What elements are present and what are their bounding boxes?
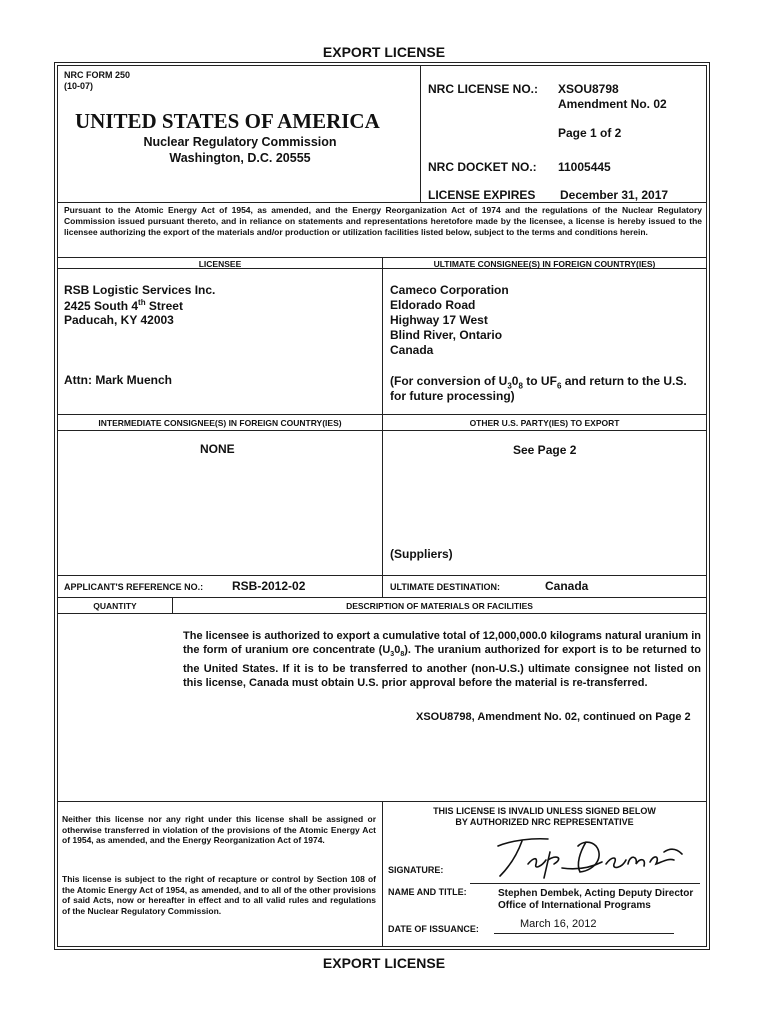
reference-value: RSB-2012-02 [232, 579, 306, 593]
rule [58, 597, 706, 598]
consignee-note: (For conversion of $U_30_8$ to $UF_6$ and return to the U.S. [390, 374, 687, 391]
docket-label: NRC DOCKET NO.: [428, 160, 537, 174]
licensee-street: 2425 South 4th Street [64, 298, 183, 313]
agency-name: Nuclear Regulatory Commission [143, 135, 337, 149]
validity-notice: BY AUTHORIZED NRC REPRESENTATIVE [455, 817, 634, 827]
signature-line [470, 883, 700, 884]
intermediate-value: NONE [200, 442, 235, 456]
destination-label: ULTIMATE DESTINATION: [390, 582, 500, 592]
page-indicator: Page 1 of 2 [558, 126, 622, 140]
footer-title: EXPORT LICENSE [322, 955, 446, 971]
date-line [494, 933, 674, 934]
quantity-heading: QUANTITY [93, 601, 137, 611]
suppliers-note: (Suppliers) [390, 547, 453, 561]
reference-label: APPLICANT'S REFERENCE NO.: [64, 582, 204, 592]
other-party-heading: OTHER U.S. PARTY(IES) TO EXPORT [469, 418, 620, 428]
docket-no: 11005445 [558, 160, 611, 174]
date-label: DATE OF ISSUANCE: [388, 924, 479, 934]
header-divider [420, 66, 421, 202]
licensee-attn: Attn: Mark Muench [64, 373, 172, 387]
rule [58, 575, 706, 576]
intermediate-heading: INTERMEDIATE CONSIGNEE(S) IN FOREIGN COUNTRY(IES) [98, 418, 342, 428]
assignment-condition: Neither this license nor any right under this license shall be assigned or otherwise transferred in violation of the provisions of the Atomic Energy Act of 1954, as amended, and the Energy Reorganization Act of 1974. [62, 814, 376, 845]
rule [58, 202, 706, 203]
materials-description: The licensee is authorized to export a cumulative total of 12,000,000.0 kilograms natural uranium in the form of uranium ore concentrate $(U_30_8)$. The uranium authorized for export is to be returned to the United States. If it is to be transferred to another (non-U.S.) ultimate consignee not listed on this license, Canada must obtain U.S. prior approval before the material is re-transferred. [183, 630, 701, 690]
amendment: Amendment No. 02 [558, 97, 667, 111]
recapture-condition: This license is subject to the right of recapture or control by Section 108 of the Atomic Energy Act of 1954, as amended, and to all of the other provisions of said Acts, now or hereafter in effect and to all valid rules and regulations of the Nuclear Regulatory Commission. [62, 874, 376, 916]
description-heading: DESCRIPTION OF MATERIALS OR FACILITIES [346, 601, 533, 611]
consignee-line: Canada [390, 343, 434, 357]
other-party-value: See Page 2 [513, 443, 577, 457]
consignee-line: Eldorado Road [390, 298, 476, 312]
consignee-note: for future processing) [390, 389, 515, 403]
ultimate-consignee-heading: ULTIMATE CONSIGNEE(S) IN FOREIGN COUNTRY(IES) [433, 259, 656, 269]
agency-location: Washington, D.C. 20555 [169, 151, 311, 165]
license-no: XSOU8798 [558, 82, 619, 96]
consignee-line: Highway 17 West [390, 313, 488, 327]
consignee-line: Cameco Corporation [390, 283, 509, 297]
license-no-label: NRC LICENSE NO.: [428, 82, 539, 96]
signature-label: SIGNATURE: [388, 865, 444, 875]
form-revision: (10-07) [64, 81, 94, 91]
validity-notice: THIS LICENSE IS INVALID UNLESS SIGNED BELOW [433, 806, 656, 816]
page-title: EXPORT LICENSE [322, 44, 446, 60]
signature-image [478, 832, 708, 884]
licensee-name: RSB Logistic Services Inc. [64, 283, 216, 297]
consignee-line: Blind River, Ontario [390, 328, 503, 342]
expires-date: December 31, 2017 [560, 188, 669, 202]
continued-note: XSOU8798, Amendment No. 02, continued on Page 2 [416, 711, 691, 723]
licensee-heading: LICENSEE [198, 259, 242, 269]
rule [58, 414, 706, 415]
issuance-date: March 16, 2012 [520, 918, 597, 930]
destination-value: Canada [545, 579, 589, 593]
form-number: NRC FORM 250 [64, 70, 131, 80]
signer-office: Office of International Programs [498, 900, 651, 911]
signer-name: Stephen Dembek, Acting Deputy Director [498, 888, 694, 899]
country-name: UNITED STATES OF AMERICA [75, 109, 380, 133]
rule [58, 613, 706, 614]
expires-label: LICENSE EXPIRES [428, 188, 536, 202]
name-title-label: NAME AND TITLE: [388, 887, 467, 897]
licensee-city: Paducah, KY 42003 [64, 313, 174, 327]
rule [58, 430, 706, 431]
preamble: Pursuant to the Atomic Energy Act of 1954, as amended, and the Energy Reorganization Act of 1974 and the regulations of the Nuclear Regulatory Commission issued pursuant thereto, and in reliance on statements and representations heretofore made by the licensee, a license is hereby issued to the licensee authorizing the export of the materials and/or production or utilization facilities listed below, subject to the terms and conditions herein. [64, 205, 702, 237]
